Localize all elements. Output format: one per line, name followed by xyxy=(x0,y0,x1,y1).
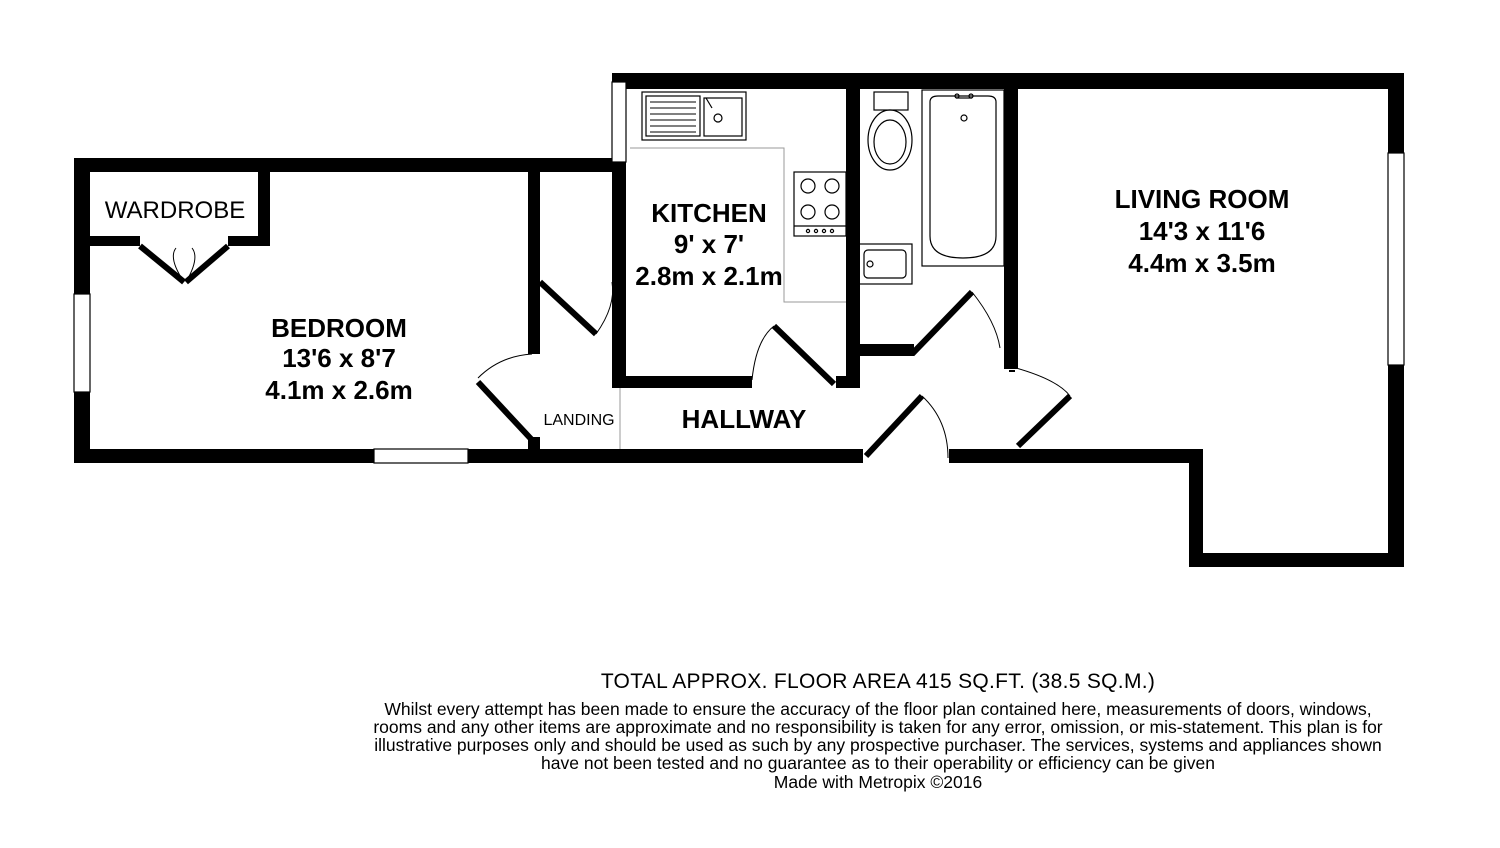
living-room-imperial: 14'3 x 11'6 xyxy=(1138,216,1266,246)
disclaimer-text: Whilst every attempt has been made to ensure the accuracy of the floor plan contained here, measurements of doors, windows, rooms and any other items are approximate and no responsibility is taken for any error, omission, or mis-statement. This plan is for illustrative purposes only and should be used as such by any prospective purchaser. The services, systems and appliances shown have not been tested and no guarantee as to their operability or efficiency can be given xyxy=(373,699,1383,773)
bathroom-fixtures xyxy=(858,90,1004,284)
living-room-name: LIVING ROOM xyxy=(1114,184,1290,214)
landing-label: LANDING xyxy=(543,412,615,429)
living-room-metric: 4.4m x 3.5m xyxy=(1128,248,1276,278)
room-labels xyxy=(105,184,1290,434)
footer xyxy=(360,670,1396,792)
kitchen-name: KITCHEN xyxy=(651,198,767,228)
bedroom-metric: 4.1m x 2.6m xyxy=(265,375,413,405)
living-room-window xyxy=(1388,153,1404,365)
bedroom-name: BEDROOM xyxy=(271,313,407,343)
total-floor-area: TOTAL APPROX. FLOOR AREA 415 SQ.FT. (38.5 SQ.M.) xyxy=(600,670,1156,693)
bedroom-window-left xyxy=(74,294,90,392)
wardrobe-label: WARDROBE xyxy=(104,197,246,224)
kitchen-metric: 2.8m x 2.1m xyxy=(635,261,783,291)
kitchen-imperial: 9' x 7' xyxy=(673,229,745,259)
toilet-icon xyxy=(868,92,912,170)
bedroom-imperial: 13'6 x 8'7 xyxy=(282,343,396,373)
basin-icon xyxy=(858,244,912,284)
hallway-label: HALLWAY xyxy=(681,404,807,434)
hob-icon xyxy=(794,172,846,236)
kitchen-window xyxy=(612,82,626,162)
bedroom-window-bottom xyxy=(374,449,468,463)
bath-icon xyxy=(922,90,1004,266)
made-with-credit: Made with Metropix ©2016 xyxy=(773,772,983,792)
kitchen-sink-icon xyxy=(642,92,746,140)
